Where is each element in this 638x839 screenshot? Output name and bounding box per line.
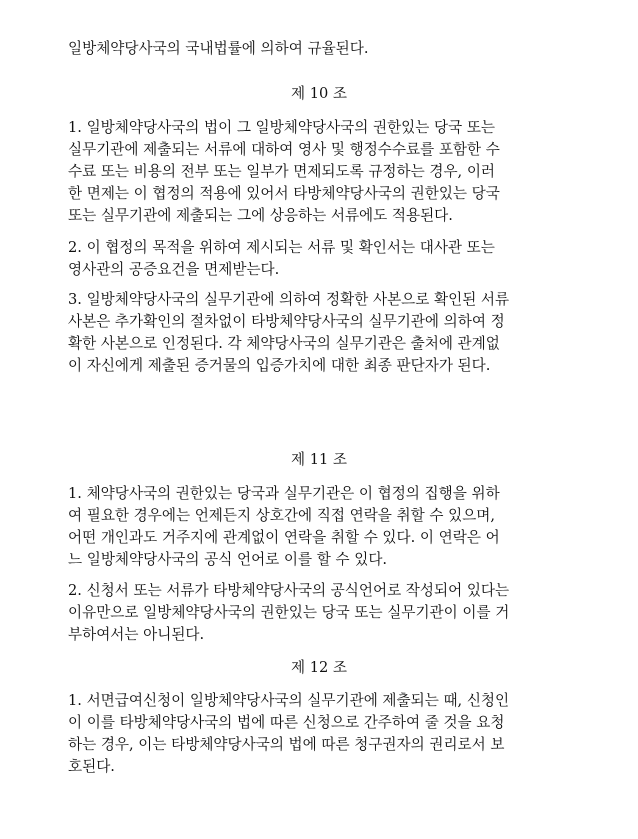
- text-line: 2. 신청서 또는 서류가 타방체약당사국의 공식언어로 작성되어 있다는: [68, 582, 510, 599]
- article-11-heading: 제 11 조: [290, 451, 348, 468]
- text-line: 1. 일방체약당사국의 법이 그 일방체약당사국의 권한있는 당국 또는: [68, 119, 496, 136]
- text-line: 1. 체약당사국의 권한있는 당국과 실무기관은 이 협정의 집행을 위하: [68, 485, 500, 502]
- text-line: 부하여서는 아니된다.: [68, 626, 205, 643]
- text-line: 여 필요한 경우에는 언제든지 상호간에 직접 연락을 취할 수 있으며,: [68, 507, 496, 524]
- text-line: 이 이를 타방체약당사국의 법에 따른 신청으로 간주하여 줄 것을 요청: [68, 714, 505, 731]
- text-line: 또는 실무기관에 제출되는 그에 상응하는 서류에도 적용된다.: [68, 207, 453, 224]
- article-10-heading: 제 10 조: [290, 85, 348, 102]
- text-line: 어떤 개인과도 거주지에 관계없이 연락을 취할 수 있다. 이 연락은 어: [68, 529, 500, 546]
- text-line: 1. 서면급여신청이 일방체약당사국의 실무기관에 제출되는 때, 신청인: [68, 692, 510, 709]
- text-line: 3. 일방체약당사국의 실무기관에 의하여 정확한 사본으로 확인된 서류: [68, 291, 510, 308]
- text-line: 이유만으로 일방체약당사국의 권한있는 당국 또는 실무기관이 이를 거: [68, 604, 510, 621]
- text-line: 일방체약당사국의 국내법률에 의하여 규율된다.: [68, 40, 369, 57]
- text-line: 사본은 추가확인의 절차없이 타방체약당사국의 실무기관에 의하여 정: [68, 313, 505, 330]
- text-line: 한 면제는 이 협정의 적용에 있어서 타방체약당사국의 권한있는 당국: [68, 185, 500, 202]
- text-line: 실무기관에 제출되는 서류에 대하여 영사 및 행정수수료를 포함한 수: [68, 141, 500, 158]
- text-line: 호된다.: [68, 758, 115, 775]
- text-line: 느 일방체약당사국의 공식 언어로 이를 할 수 있다.: [68, 551, 388, 568]
- text-line: 하는 경우, 이는 타방체약당사국의 법에 따른 청구권자의 권리로서 보: [68, 736, 505, 753]
- text-line: 확한 사본으로 인정된다. 각 체약당사국의 실무기관은 출처에 관계없: [68, 335, 500, 352]
- text-line: 영사관의 공증요건을 면제받는다.: [68, 261, 280, 278]
- text-line: 수료 또는 비용의 전부 또는 일부가 면제되도록 규정하는 경우, 이러: [68, 163, 496, 180]
- article-12-heading: 제 12 조: [290, 659, 348, 676]
- text-line: 2. 이 협정의 목적을 위하여 제시되는 서류 및 확인서는 대사관 또는: [68, 239, 495, 256]
- text-line: 이 자신에게 제출된 증거물의 입증가치에 대한 최종 판단자가 된다.: [68, 357, 491, 374]
